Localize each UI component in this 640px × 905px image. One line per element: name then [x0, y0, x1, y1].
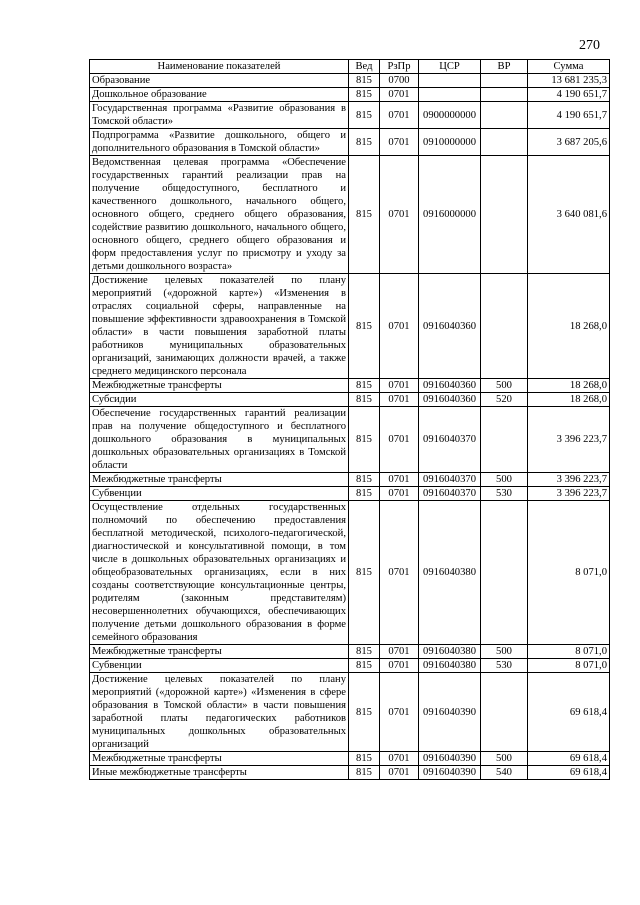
- cell-sum: 69 618,4: [528, 673, 610, 752]
- cell-name: Ведомственная целевая программа «Обеспечение государственных гарантий реализации прав на получение общедоступного, бесплатного и качественного дошкольного, начального общего, основного общего, среднего общего образования, содействие развитию дошкольного, начального общего, основного общего, среднего общего образования и форм предоставления услуг по присмотру и уходу за детьми дошкольного возраста»: [90, 156, 349, 274]
- cell-sum: 3 396 223,7: [528, 487, 610, 501]
- cell-sum: 3 396 223,7: [528, 407, 610, 473]
- cell-name: Дошкольное образование: [90, 88, 349, 102]
- table-row: [90, 766, 610, 780]
- cell-ved: 815: [349, 129, 380, 156]
- cell-rzpr: 0701: [380, 752, 419, 766]
- cell-rzpr: 0701: [380, 393, 419, 407]
- table-row: [90, 659, 610, 673]
- cell-vr: 520: [481, 393, 528, 407]
- cell-vr: [481, 407, 528, 473]
- cell-ved: 815: [349, 645, 380, 659]
- cell-sum: 3 687 205,6: [528, 129, 610, 156]
- cell-name: Межбюджетные трансферты: [90, 379, 349, 393]
- cell-vr: [481, 102, 528, 129]
- cell-csr: 0916040370: [419, 407, 481, 473]
- cell-sum: 3 640 081,6: [528, 156, 610, 274]
- cell-name: Образование: [90, 74, 349, 88]
- cell-name: Достижение целевых показателей по плану мероприятий («дорожной карте») «Изменения в отраслях социальной сферы, направленные на повышение эффективности здравоохранения в Томской области» в части повышения заработной платы работников муниципальных образовательных организаций, занимающих должности врачей, а также среднего медицинского персонала: [90, 274, 349, 379]
- cell-sum: 69 618,4: [528, 766, 610, 780]
- cell-name: Субвенции: [90, 659, 349, 673]
- cell-sum: 18 268,0: [528, 274, 610, 379]
- cell-name: Подпрограмма «Развитие дошкольного, общего и дополнительного образования в Томской области»: [90, 129, 349, 156]
- cell-vr: 540: [481, 766, 528, 780]
- cell-ved: 815: [349, 74, 380, 88]
- cell-vr: 500: [481, 379, 528, 393]
- cell-sum: 8 071,0: [528, 659, 610, 673]
- cell-name: Государственная программа «Развитие образования в Томской области»: [90, 102, 349, 129]
- cell-rzpr: 0701: [380, 102, 419, 129]
- cell-rzpr: 0701: [380, 645, 419, 659]
- table-row: [90, 487, 610, 501]
- cell-ved: 815: [349, 473, 380, 487]
- cell-vr: 530: [481, 487, 528, 501]
- cell-name: Субвенции: [90, 487, 349, 501]
- cell-csr: 0916040390: [419, 673, 481, 752]
- cell-csr: 0916040380: [419, 659, 481, 673]
- table-row: [90, 752, 610, 766]
- cell-csr: 0916040390: [419, 752, 481, 766]
- cell-name: Обеспечение государственных гарантий реализации прав на получение общедоступного и бесплатного дошкольного образования в муниципальных дошкольных образовательных организациях в Томской области: [90, 407, 349, 473]
- header-rzpr: РзПр: [380, 60, 419, 74]
- table-row: [90, 156, 610, 274]
- table-row: [90, 102, 610, 129]
- table-row: [90, 393, 610, 407]
- cell-name: Достижение целевых показателей по плану мероприятий («дорожной карте») «Изменения в сфере образования в Томской области» в части повышения заработной платы педагогических работников муниципальных дошкольных образовательных организаций: [90, 673, 349, 752]
- header-vr: ВР: [481, 60, 528, 74]
- cell-vr: 500: [481, 473, 528, 487]
- table-row: [90, 473, 610, 487]
- cell-sum: 13 681 235,3: [528, 74, 610, 88]
- page-number: 270: [579, 38, 600, 53]
- cell-ved: 815: [349, 393, 380, 407]
- cell-ved: 815: [349, 407, 380, 473]
- table-row: [90, 88, 610, 102]
- cell-name: Межбюджетные трансферты: [90, 473, 349, 487]
- table-row: [90, 379, 610, 393]
- cell-rzpr: 0701: [380, 659, 419, 673]
- cell-name: Межбюджетные трансферты: [90, 752, 349, 766]
- cell-name: Межбюджетные трансферты: [90, 645, 349, 659]
- cell-csr: [419, 88, 481, 102]
- budget-table: [89, 59, 610, 780]
- cell-csr: [419, 74, 481, 88]
- cell-sum: 8 071,0: [528, 501, 610, 645]
- cell-vr: 500: [481, 645, 528, 659]
- cell-rzpr: 0701: [380, 473, 419, 487]
- cell-csr: 0916040390: [419, 766, 481, 780]
- cell-vr: [481, 88, 528, 102]
- table-row: [90, 407, 610, 473]
- cell-csr: 0916040360: [419, 379, 481, 393]
- cell-csr: 0916040380: [419, 645, 481, 659]
- cell-name: Субсидии: [90, 393, 349, 407]
- header-ved: Вед: [349, 60, 380, 74]
- cell-vr: 530: [481, 659, 528, 673]
- cell-ved: 815: [349, 102, 380, 129]
- cell-name: Иные межбюджетные трансферты: [90, 766, 349, 780]
- cell-vr: [481, 501, 528, 645]
- cell-rzpr: 0701: [380, 766, 419, 780]
- cell-ved: 815: [349, 88, 380, 102]
- cell-csr: 0916040360: [419, 393, 481, 407]
- cell-sum: 4 190 651,7: [528, 102, 610, 129]
- cell-sum: 4 190 651,7: [528, 88, 610, 102]
- cell-ved: 815: [349, 766, 380, 780]
- cell-rzpr: 0701: [380, 88, 419, 102]
- table-row: [90, 74, 610, 88]
- cell-ved: 815: [349, 379, 380, 393]
- cell-rzpr: 0701: [380, 407, 419, 473]
- cell-csr: 0916040370: [419, 473, 481, 487]
- cell-vr: [481, 673, 528, 752]
- cell-ved: 815: [349, 156, 380, 274]
- cell-rzpr: 0701: [380, 129, 419, 156]
- cell-sum: 69 618,4: [528, 752, 610, 766]
- cell-csr: 0916000000: [419, 156, 481, 274]
- header-sum: Сумма: [528, 60, 610, 74]
- cell-rzpr: 0701: [380, 274, 419, 379]
- cell-ved: 815: [349, 752, 380, 766]
- table-row: [90, 274, 610, 379]
- cell-vr: 500: [481, 752, 528, 766]
- cell-name: Осуществление отдельных государственных полномочий по обеспечению предоставления бесплатной методической, психолого-педагогической, диагностической и консультативной помощи, в том числе в дошкольных образовательных организациях и общеобразовательных организациях, если в них созданы соответствующие консультационные центры, родителям (законным представителям) несовершеннолетних обучающихся, обеспечивающих получение детьми дошкольного образования в форме семейного образования: [90, 501, 349, 645]
- cell-rzpr: 0701: [380, 379, 419, 393]
- cell-sum: 18 268,0: [528, 379, 610, 393]
- table-row: [90, 501, 610, 645]
- table-row: [90, 129, 610, 156]
- header-csr: ЦСР: [419, 60, 481, 74]
- cell-sum: 3 396 223,7: [528, 473, 610, 487]
- cell-rzpr: 0701: [380, 156, 419, 274]
- cell-csr: 0916040380: [419, 501, 481, 645]
- table-row: [90, 673, 610, 752]
- table-header-row: [90, 60, 610, 74]
- table-row: [90, 645, 610, 659]
- cell-vr: [481, 274, 528, 379]
- cell-vr: [481, 156, 528, 274]
- cell-ved: 815: [349, 487, 380, 501]
- cell-rzpr: 0701: [380, 487, 419, 501]
- cell-csr: 0900000000: [419, 102, 481, 129]
- cell-rzpr: 0700: [380, 74, 419, 88]
- cell-vr: [481, 129, 528, 156]
- cell-csr: 0916040360: [419, 274, 481, 379]
- cell-csr: 0910000000: [419, 129, 481, 156]
- cell-sum: 8 071,0: [528, 645, 610, 659]
- cell-ved: 815: [349, 659, 380, 673]
- cell-sum: 18 268,0: [528, 393, 610, 407]
- header-name: Наименование показателей: [90, 60, 349, 74]
- cell-csr: 0916040370: [419, 487, 481, 501]
- cell-ved: 815: [349, 501, 380, 645]
- cell-rzpr: 0701: [380, 673, 419, 752]
- cell-rzpr: 0701: [380, 501, 419, 645]
- cell-vr: [481, 74, 528, 88]
- cell-ved: 815: [349, 673, 380, 752]
- cell-ved: 815: [349, 274, 380, 379]
